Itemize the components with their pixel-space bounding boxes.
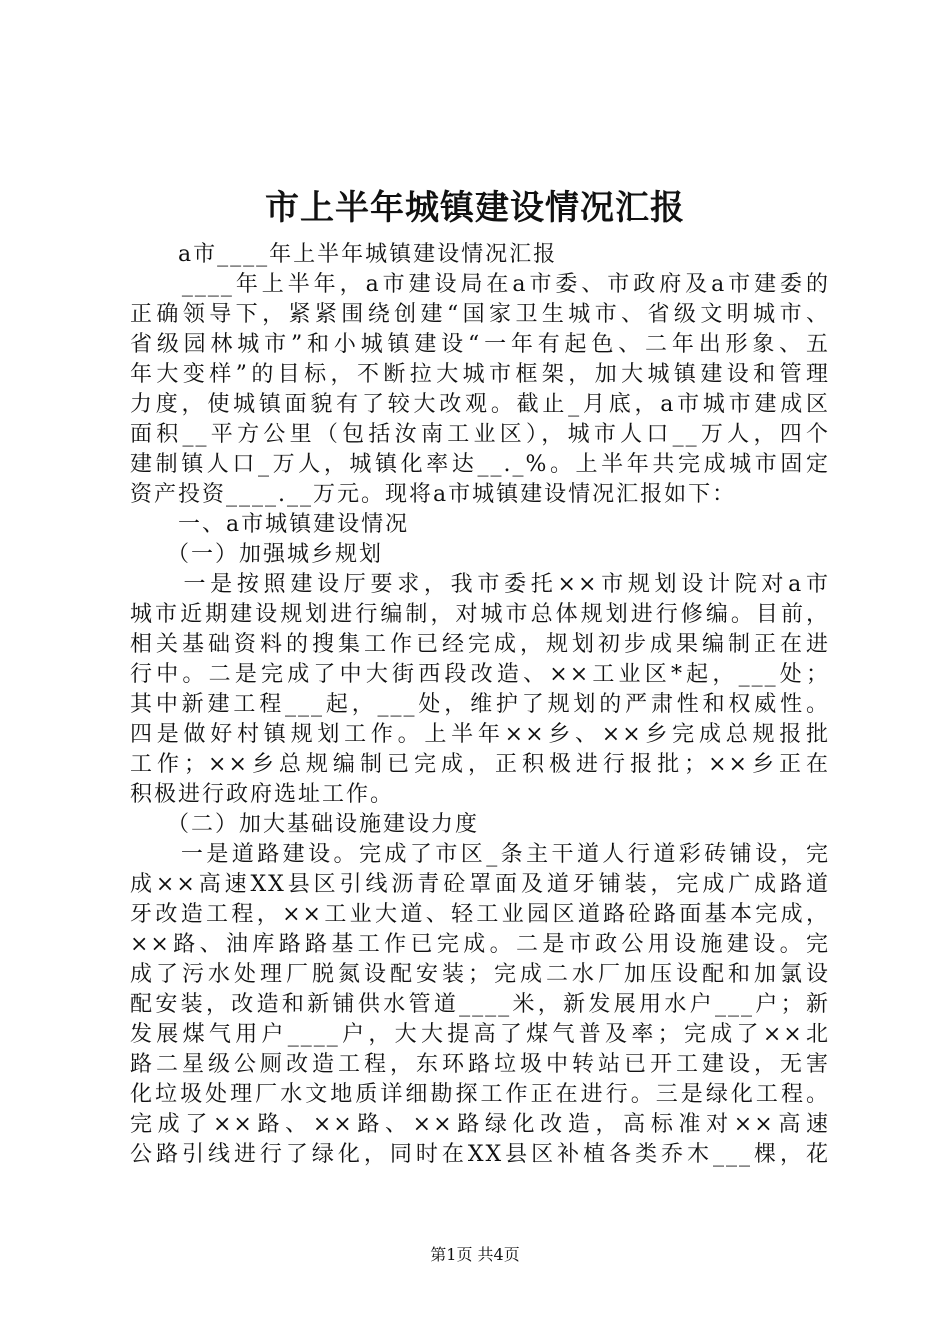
text-line: 行中。二是完成了中大街西段改造、××工业区*起，___处； [130, 662, 830, 687]
text-line: 配安装，改造和新铺供水管道____米，新发展用水户___户；新 [130, 992, 830, 1017]
text-line: （一）加强城乡规划 [130, 542, 384, 567]
text-line: ____年上半年，a市建设局在a市委、市政府及a市建委的 [130, 272, 830, 297]
page-number: 第1页 共4页 [430, 1245, 520, 1264]
text-line: 一是按照建设厅要求，我市委托××市规划设计院对a市 [130, 572, 830, 597]
text-line: 一、a市城镇建设情况 [130, 512, 410, 537]
text-line: 公路引线进行了绿化，同时在XX县区补植各类乔木___棵，花 [130, 1142, 830, 1167]
document-title: 市上半年城镇建设情况汇报 [265, 188, 685, 228]
text-line: 牙改造工程，××工业大道、轻工业园区道路砼路面基本完成， [130, 902, 830, 927]
document-body [130, 240, 830, 1170]
text-line: 完成了××路、××路、××路绿化改造，高标准对××高速 [130, 1112, 830, 1137]
text-line: 正确领导下，紧紧围绕创建“国家卫生城市、省级文明城市、 [130, 302, 830, 327]
text-line: 成××高速XX县区引线沥青砼罩面及道牙铺装，完成广成路道 [130, 872, 830, 897]
text-line: 四是做好村镇规划工作。上半年××乡、××乡完成总规报批 [130, 722, 830, 747]
text-line: 年大变样”的目标，不断拉大城市框架，加大城镇建设和管理 [130, 362, 830, 387]
text-line: （二）加大基础设施建设力度 [130, 812, 480, 837]
text-line: 资产投资____.__万元。现将a市城镇建设情况汇报如下： [130, 482, 737, 507]
text-line: 力度，使城镇面貌有了较大改观。截止_月底，a市城市建成区 [130, 392, 830, 417]
text-line: 省级园林城市”和小城镇建设“一年有起色、二年出形象、五 [130, 332, 830, 357]
text-line: a市____年上半年城镇建设情况汇报 [130, 242, 558, 267]
text-line: 化垃圾处理厂水文地质详细勘探工作正在进行。三是绿化工程。 [130, 1082, 830, 1107]
text-line: 城市近期建设规划进行编制，对城市总体规划进行修编。目前， [130, 602, 830, 627]
text-line: 相关基础资料的搜集工作已经完成，规划初步成果编制正在进 [130, 632, 830, 657]
text-line: 建制镇人口_万人，城镇化率达__._%。上半年共完成城市固定 [130, 452, 830, 477]
text-line: 成了污水处理厂脱氮设配安装；完成二水厂加压设配和加氯设 [130, 962, 830, 987]
text-line: 路二星级公厕改造工程，东环路垃圾中转站已开工建设，无害 [130, 1052, 830, 1077]
text-line: 工作；××乡总规编制已完成，正积极进行报批；××乡正在 [130, 752, 830, 777]
text-line: 面积__平方公里（包括汝南工业区），城市人口__万人，四个 [130, 422, 830, 447]
text-line: 发展煤气用户____户，大大提高了煤气普及率；完成了××北 [130, 1022, 830, 1047]
text-line: 一是道路建设。完成了市区_条主干道人行道彩砖铺设，完 [130, 842, 830, 867]
text-line: 积极进行政府选址工作。 [130, 782, 395, 807]
text-line: ××路、油库路路基工作已完成。二是市政公用设施建设。完 [130, 932, 830, 957]
text-line: 其中新建工程___起，___处，维护了规划的严肃性和权威性。 [130, 692, 830, 717]
